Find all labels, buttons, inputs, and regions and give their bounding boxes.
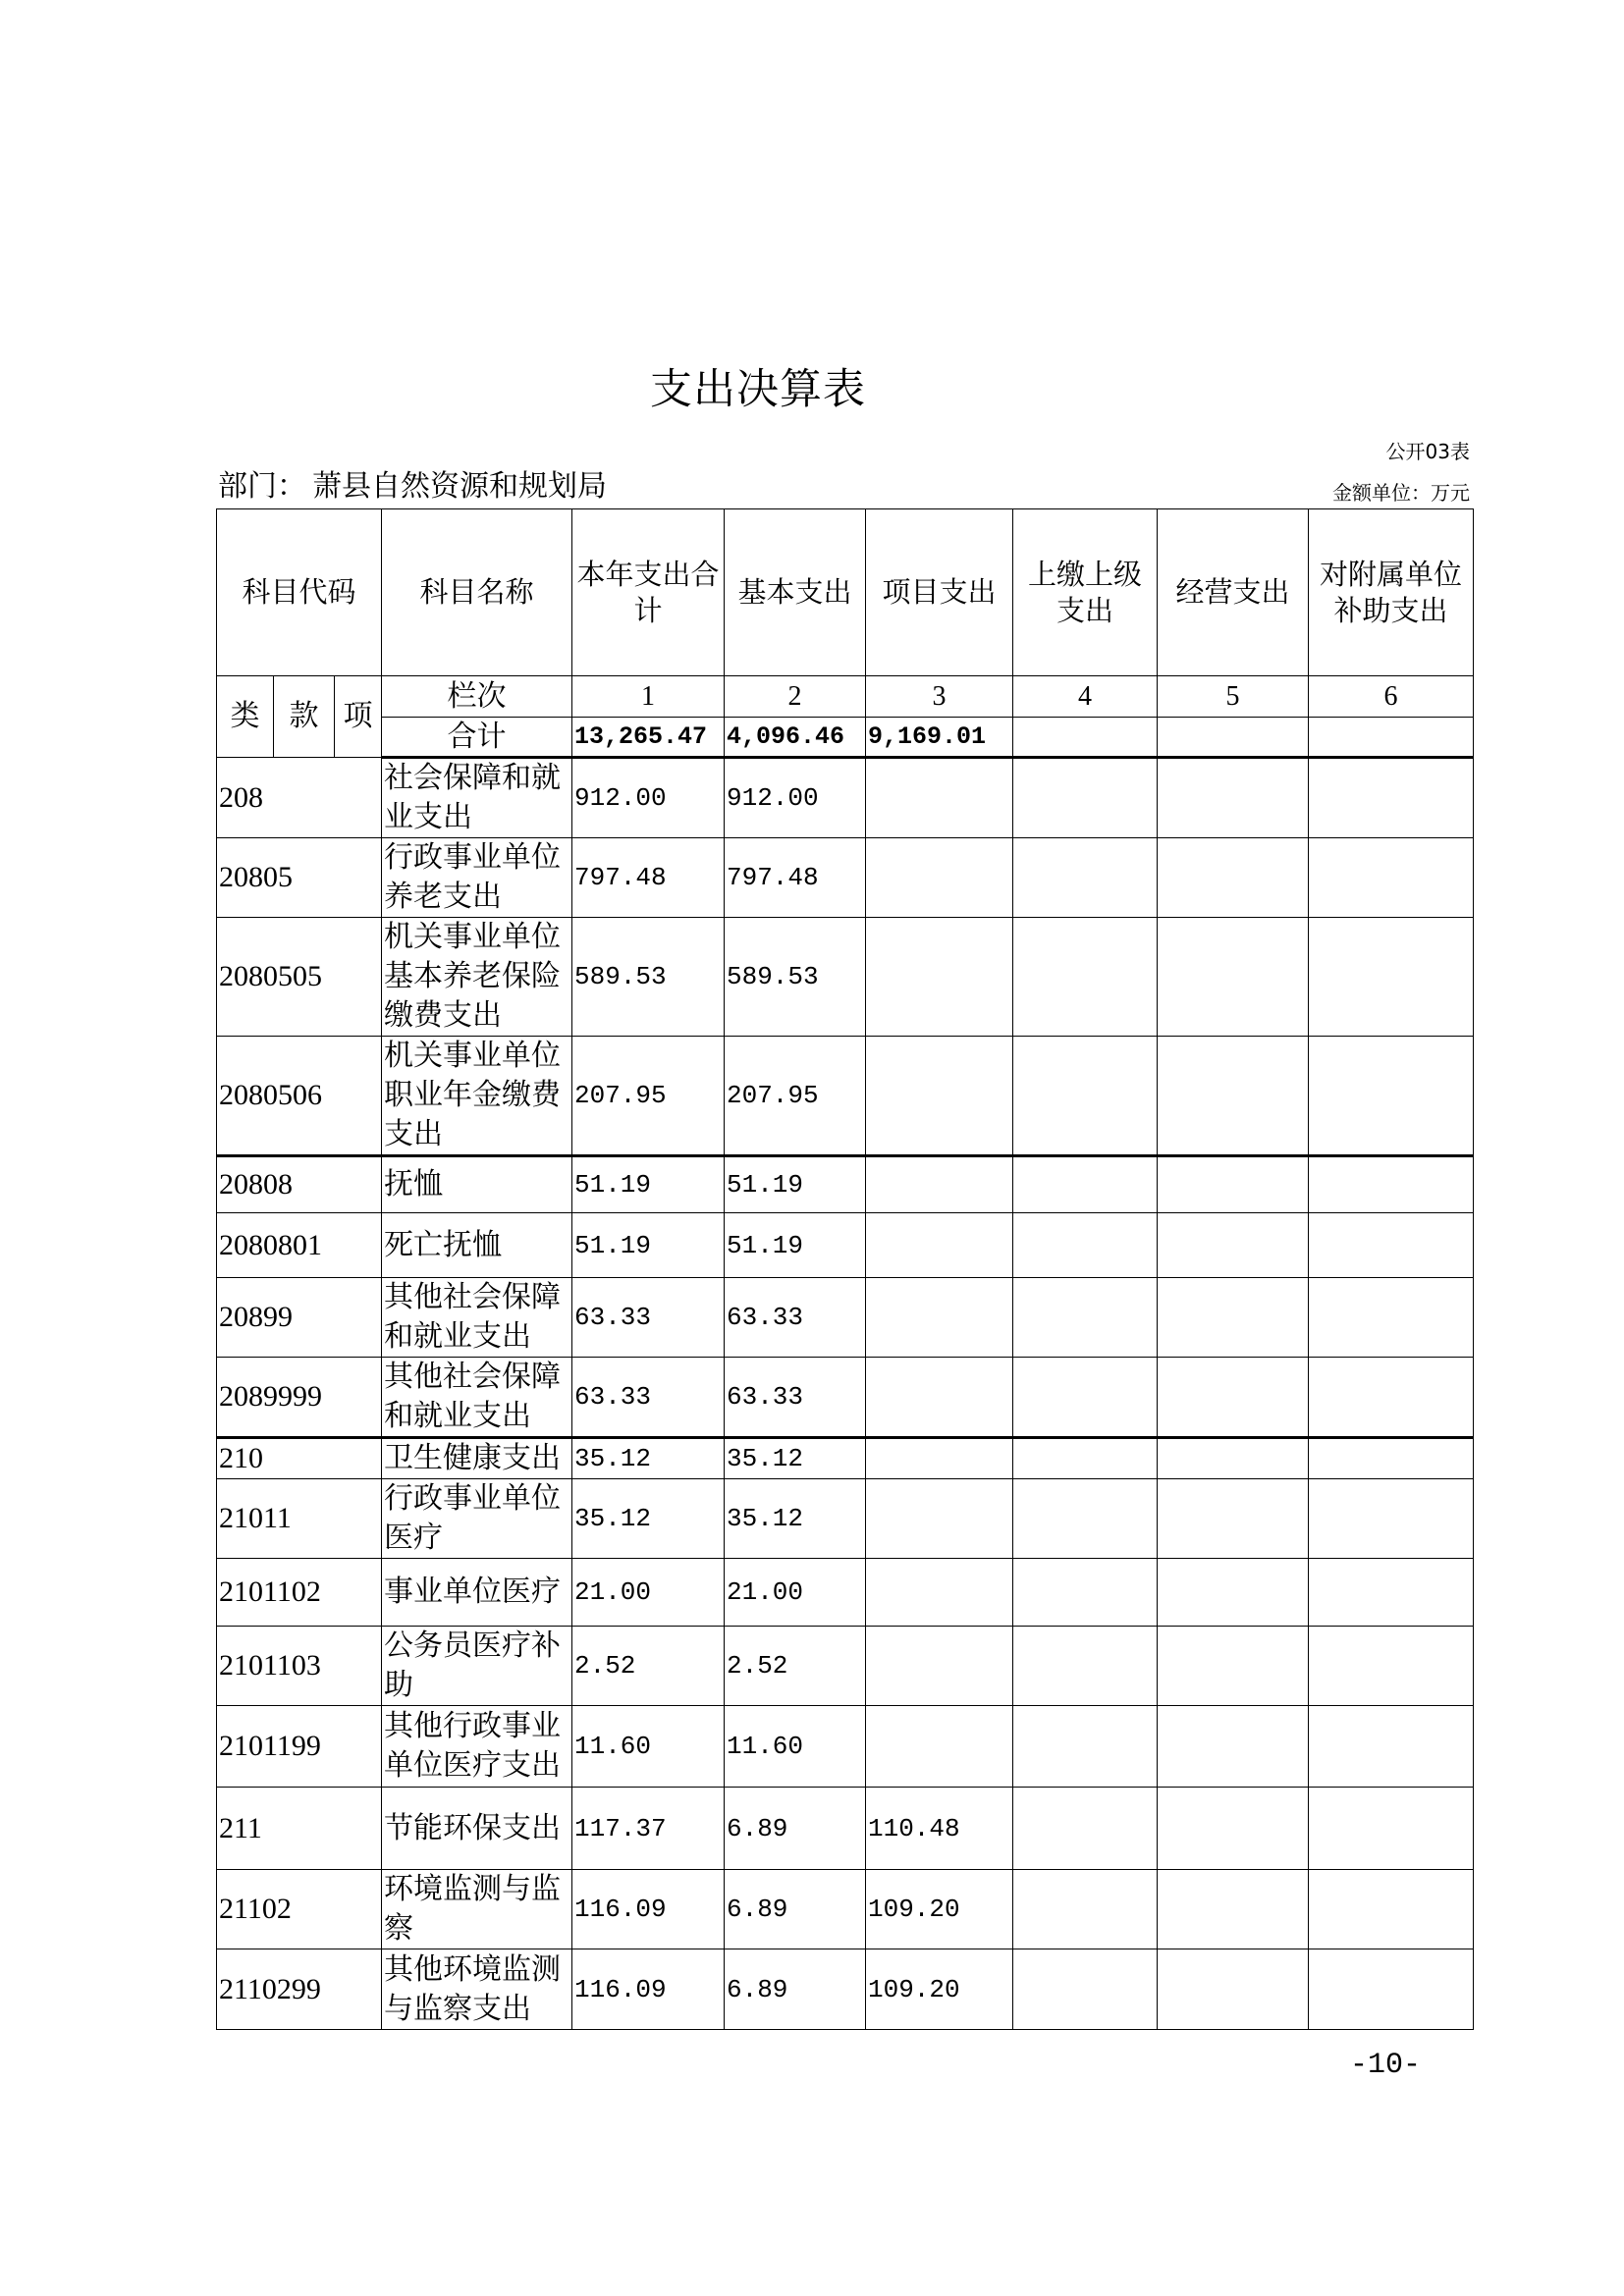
row-code: 21102 <box>217 1870 382 1949</box>
header-code: 科目代码 <box>217 509 382 676</box>
row-value <box>1013 1213 1158 1278</box>
row-name: 社会保障和就业支出 <box>382 758 572 838</box>
row-value <box>1013 1156 1158 1213</box>
row-value <box>1158 1037 1309 1156</box>
expenditure-table <box>216 508 1474 2030</box>
row-value <box>1158 1213 1309 1278</box>
table-row <box>217 1156 1474 1213</box>
row-value <box>866 758 1013 838</box>
table-row <box>217 918 1474 1037</box>
form-code: 公开03表 <box>1385 440 1470 463</box>
total-value: 9,169.01 <box>866 718 1013 758</box>
row-value <box>1013 1479 1158 1559</box>
department-line <box>218 469 607 505</box>
row-value <box>866 918 1013 1037</box>
row-value: 797.48 <box>572 838 725 918</box>
row-value: 2.52 <box>725 1627 866 1706</box>
row-value <box>1309 1559 1474 1627</box>
amount-unit: 金额单位：万元 <box>1332 481 1470 505</box>
row-value: 51.19 <box>572 1156 725 1213</box>
row-code: 210 <box>217 1438 382 1479</box>
row-value <box>1309 1870 1474 1949</box>
row-value: 6.89 <box>725 1870 866 1949</box>
row-value <box>1309 838 1474 918</box>
row-value: 63.33 <box>725 1358 866 1438</box>
column-index-label: 栏次 <box>382 676 572 718</box>
row-name: 抚恤 <box>382 1156 572 1213</box>
table-row <box>217 1278 1474 1358</box>
row-value <box>1309 1479 1474 1559</box>
row-value <box>1158 1627 1309 1706</box>
total-value <box>1013 718 1158 758</box>
row-value <box>866 1358 1013 1438</box>
row-code: 211 <box>217 1788 382 1870</box>
table-body <box>217 509 1474 2030</box>
row-value <box>1013 1870 1158 1949</box>
row-code: 2080505 <box>217 918 382 1037</box>
table-row <box>217 1870 1474 1949</box>
row-value: 63.33 <box>572 1278 725 1358</box>
row-value <box>1158 1438 1309 1479</box>
table-row <box>217 838 1474 918</box>
row-name: 其他行政事业单位医疗支出 <box>382 1706 572 1788</box>
row-value: 51.19 <box>725 1156 866 1213</box>
row-value <box>1013 1438 1158 1479</box>
row-value <box>866 1627 1013 1706</box>
column-index-row <box>217 676 1474 718</box>
row-code: 2101199 <box>217 1706 382 1788</box>
row-code: 2080506 <box>217 1037 382 1156</box>
row-value: 35.12 <box>725 1479 866 1559</box>
column-index-number: 5 <box>1158 676 1309 718</box>
row-value: 589.53 <box>572 918 725 1037</box>
department-name: 萧县自然资源和规划局 <box>312 469 607 504</box>
table-row <box>217 1627 1474 1706</box>
row-value <box>1309 1788 1474 1870</box>
row-value <box>866 1706 1013 1788</box>
row-code: 208 <box>217 758 382 838</box>
row-value <box>1158 758 1309 838</box>
total-row <box>217 718 1474 758</box>
row-value <box>1013 1706 1158 1788</box>
column-index-number: 4 <box>1013 676 1158 718</box>
row-name: 其他环境监测与监察支出 <box>382 1949 572 2030</box>
row-value <box>1158 1870 1309 1949</box>
row-name: 行政事业单位养老支出 <box>382 838 572 918</box>
row-value: 35.12 <box>572 1479 725 1559</box>
row-value: 110.48 <box>866 1788 1013 1870</box>
row-code: 2101102 <box>217 1559 382 1627</box>
row-value <box>1309 1627 1474 1706</box>
table-row <box>217 1949 1474 2030</box>
row-value: 912.00 <box>572 758 725 838</box>
row-code: 2080801 <box>217 1213 382 1278</box>
row-value: 35.12 <box>725 1438 866 1479</box>
row-value: 21.00 <box>725 1559 866 1627</box>
row-name: 死亡抚恤 <box>382 1213 572 1278</box>
row-value <box>866 838 1013 918</box>
row-value <box>1013 1788 1158 1870</box>
row-name: 公务员医疗补助 <box>382 1627 572 1706</box>
row-name: 节能环保支出 <box>382 1788 572 1870</box>
total-value: 13,265.47 <box>572 718 725 758</box>
row-value: 589.53 <box>725 918 866 1037</box>
row-value: 117.37 <box>572 1788 725 1870</box>
row-value: 109.20 <box>866 1870 1013 1949</box>
row-value <box>1158 918 1309 1037</box>
column-index-number: 1 <box>572 676 725 718</box>
row-value <box>866 1278 1013 1358</box>
row-value <box>1309 1278 1474 1358</box>
row-name: 行政事业单位医疗 <box>382 1479 572 1559</box>
row-name: 其他社会保障和就业支出 <box>382 1358 572 1438</box>
column-index-number: 6 <box>1309 676 1474 718</box>
row-code: 21011 <box>217 1479 382 1559</box>
row-value: 116.09 <box>572 1870 725 1949</box>
column-header: 本年支出合计 <box>572 509 725 676</box>
row-value: 2.52 <box>572 1627 725 1706</box>
row-name: 事业单位医疗 <box>382 1559 572 1627</box>
row-value <box>1013 838 1158 918</box>
row-value <box>1309 1438 1474 1479</box>
row-value <box>1158 1156 1309 1213</box>
row-value <box>1309 758 1474 838</box>
row-value <box>1309 1949 1474 2030</box>
table-row <box>217 1559 1474 1627</box>
row-value <box>1158 1788 1309 1870</box>
total-value <box>1309 718 1474 758</box>
page-title: 支出决算表 <box>650 365 866 414</box>
row-value: 11.60 <box>725 1706 866 1788</box>
row-value: 6.89 <box>725 1788 866 1870</box>
table-row <box>217 1213 1474 1278</box>
row-value <box>1158 1559 1309 1627</box>
row-name: 机关事业单位基本养老保险缴费支出 <box>382 918 572 1037</box>
table-row <box>217 1706 1474 1788</box>
row-value <box>1309 1156 1474 1213</box>
row-value <box>1158 838 1309 918</box>
row-code: 20805 <box>217 838 382 918</box>
table-row <box>217 1788 1474 1870</box>
row-value <box>1309 1037 1474 1156</box>
row-code: 2089999 <box>217 1358 382 1438</box>
row-value: 109.20 <box>866 1949 1013 2030</box>
row-value: 207.95 <box>725 1037 866 1156</box>
row-value <box>1013 1559 1158 1627</box>
department-label: 部门： <box>218 469 306 504</box>
row-value: 21.00 <box>572 1559 725 1627</box>
code-part-item: 项 <box>335 676 382 758</box>
row-value <box>1013 1627 1158 1706</box>
column-header: 经营支出 <box>1158 509 1309 676</box>
column-header: 上缴上级支出 <box>1013 509 1158 676</box>
table-row <box>217 1037 1474 1156</box>
column-header: 项目支出 <box>866 509 1013 676</box>
total-value <box>1158 718 1309 758</box>
row-code: 2101103 <box>217 1627 382 1706</box>
row-value <box>1013 1949 1158 2030</box>
row-value <box>1309 918 1474 1037</box>
column-index-number: 2 <box>725 676 866 718</box>
row-name: 其他社会保障和就业支出 <box>382 1278 572 1358</box>
row-value: 51.19 <box>572 1213 725 1278</box>
total-label: 合计 <box>382 718 572 758</box>
row-value <box>1013 1278 1158 1358</box>
row-code: 20899 <box>217 1278 382 1358</box>
code-part-class: 类 <box>217 676 274 758</box>
header-name: 科目名称 <box>382 509 572 676</box>
row-value: 51.19 <box>725 1213 866 1278</box>
row-value: 797.48 <box>725 838 866 918</box>
code-part-section: 款 <box>274 676 335 758</box>
row-value <box>1013 758 1158 838</box>
row-value: 6.89 <box>725 1949 866 2030</box>
row-value <box>866 1213 1013 1278</box>
row-value <box>1013 1037 1158 1156</box>
row-value <box>1158 1358 1309 1438</box>
row-value <box>1013 1358 1158 1438</box>
row-value: 116.09 <box>572 1949 725 2030</box>
row-value: 63.33 <box>725 1278 866 1358</box>
row-name: 环境监测与监察 <box>382 1870 572 1949</box>
row-value <box>1309 1706 1474 1788</box>
row-code: 20808 <box>217 1156 382 1213</box>
row-value <box>1309 1358 1474 1438</box>
row-value <box>1158 1706 1309 1788</box>
table-row <box>217 758 1474 838</box>
total-value: 4,096.46 <box>725 718 866 758</box>
row-code: 2110299 <box>217 1949 382 2030</box>
row-value <box>866 1559 1013 1627</box>
row-value: 11.60 <box>572 1706 725 1788</box>
row-value <box>866 1438 1013 1479</box>
row-value: 63.33 <box>572 1358 725 1438</box>
row-value: 35.12 <box>572 1438 725 1479</box>
table-row <box>217 1479 1474 1559</box>
row-name: 机关事业单位职业年金缴费支出 <box>382 1037 572 1156</box>
row-value: 207.95 <box>572 1037 725 1156</box>
column-header: 对附属单位补助支出 <box>1309 509 1474 676</box>
row-value <box>866 1156 1013 1213</box>
header-row <box>217 509 1474 676</box>
row-value <box>1158 1479 1309 1559</box>
table-row <box>217 1438 1474 1479</box>
row-value <box>866 1037 1013 1156</box>
row-value <box>1013 918 1158 1037</box>
row-value <box>1158 1949 1309 2030</box>
column-index-number: 3 <box>866 676 1013 718</box>
row-name: 卫生健康支出 <box>382 1438 572 1479</box>
row-value <box>1309 1213 1474 1278</box>
page-number: -10- <box>1349 2049 1421 2082</box>
row-value <box>1158 1278 1309 1358</box>
column-header: 基本支出 <box>725 509 866 676</box>
table-row <box>217 1358 1474 1438</box>
row-value: 912.00 <box>725 758 866 838</box>
row-value <box>866 1479 1013 1559</box>
